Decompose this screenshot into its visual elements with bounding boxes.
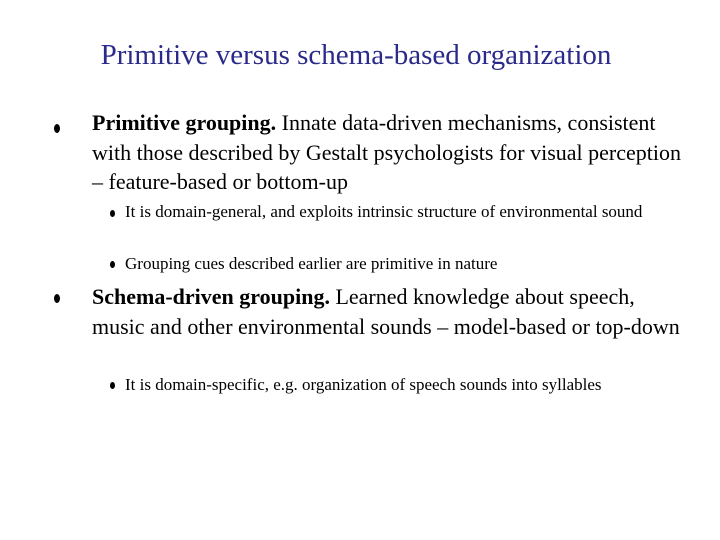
bullet-text: Innate data-driven mechanisms, consistent with those described by Gestalt psychologists for visual perception – feature-based or bottom-up: [92, 110, 681, 194]
sub-bullet-domain-general: It is domain-general, and exploits intrinsic structure of environmental sound: [125, 202, 643, 221]
slide-title: Primitive versus schema-based organization: [100, 39, 612, 71]
bullet-schema-driven-grouping: [92, 282, 692, 341]
bullet-heading: Primitive grouping.: [92, 110, 277, 135]
sub-bullet-icon: [110, 210, 115, 217]
sub-bullet-grouping-cues: Grouping cues described earlier are primitive in nature: [125, 254, 498, 273]
bullet-heading: Schema-driven grouping.: [92, 284, 330, 309]
bullet-icon: [54, 124, 60, 133]
sub-bullet-icon: [110, 261, 115, 268]
bullet-icon: [54, 294, 60, 303]
sub-bullet-domain-specific: It is domain-specific, e.g. organization of speech sounds into syllables: [125, 375, 602, 394]
bullet-text: Learned knowledge about speech, music and other environmental sounds – model-based or top-down: [92, 284, 680, 339]
bullet-primitive-grouping: [92, 108, 692, 197]
sub-bullet-icon: [110, 382, 115, 389]
